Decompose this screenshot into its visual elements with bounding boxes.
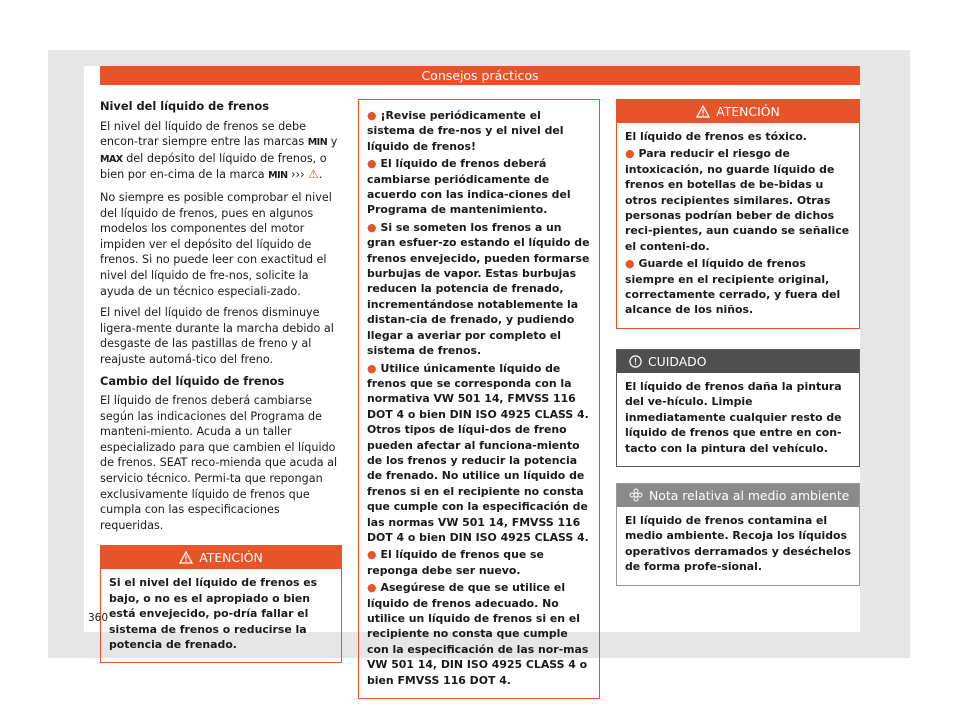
list-item-text: Si se someten los frenos a un gran esfuer-zo estando el líquido de frenos envejecido, pueden formarse burbujas de vapor. Estas burbujas reducen la potencia de frenado, incrementándose notablemente la distan-cia de frenado, y pudiendo llegar a averiar por completo el sistema de frenos. <box>367 220 590 358</box>
warning-box <box>100 545 342 663</box>
list-item <box>367 580 591 688</box>
heading-brake-fluid-change: Cambio del líquido de frenos <box>100 373 285 388</box>
info-circle-icon <box>629 355 642 368</box>
list-item <box>367 547 591 578</box>
text-segment: y <box>327 135 338 149</box>
list-item-text: Utilice únicamente líquido de frenos que se corresponda con la normativa VW 501 14, FMVSS 116 DOT 4 o bien DIN ISO 4925 CLASS 4. Otros tipos de líqui-dos de freno pueden afectar al funciona-miento de los frenos y reducir la potencia de frenado. No utilice un líquido de frenos si en el recipiente no consta que cumple con la especificación de las normas VW 501 14, FMVSS 116 DOT 4 o bien DIN ISO 4925 CLASS 4. <box>367 361 589 544</box>
toxic-warning-intro: El líquido de frenos es tóxico. <box>625 130 807 143</box>
bullet-icon: ● <box>625 257 635 271</box>
list-item <box>367 108 591 154</box>
bullet-icon: ● <box>367 581 377 595</box>
list-item-text: Asegúrese de que se utilice el líquido de frenos adecuado. No utilice un líquido de frenos si en el recipiente no consta que cumple con la especificación de las nor-mas VW 501 14, DIN ISO 4925 CLASS 4 o bien FMVSS 116 DOT 4. <box>367 581 589 687</box>
toxic-warning-box <box>616 99 860 329</box>
list-item <box>367 156 591 218</box>
column-right <box>616 99 860 600</box>
text-segment: del depósito del líquido de frenos, o bien por en-cima de la marca <box>100 151 327 182</box>
caution-text: El líquido de frenos daña la pintura del ve-hículo. Limpie inmediatamente cualquier resto de líquido de frenos que entre en con-tacto con la pintura del vehículo. <box>625 379 842 455</box>
environment-note-header <box>617 484 859 507</box>
min-mark: MIN <box>268 170 288 182</box>
toxic-warning-header <box>617 100 859 123</box>
max-mark: MAX <box>100 153 123 165</box>
list-item-text: El líquido de frenos que se reponga debe ser nuevo. <box>367 548 544 577</box>
toxic-warning-body <box>617 123 859 328</box>
text-segment: El nivel del líquido de frenos se debe encon-trar siempre entre las marcas <box>100 119 308 149</box>
min-mark: MIN <box>307 137 328 149</box>
warning-text: Si el nivel del líquido de frenos es bajo, o no es el apropiado o bien está envejecido, po-dría fallar el sistema de frenos o reducirse la potencia de frenado. <box>109 576 318 652</box>
warning-continued-box <box>358 99 600 699</box>
bullet-icon: ● <box>625 147 635 161</box>
warning-box-body <box>101 569 341 662</box>
list-item <box>367 361 591 546</box>
environment-note-text: El líquido de frenos contamina el medio ambiente. Recoja los líquidos operativos derramados y deséchelos de forma profe-sional. <box>625 513 851 574</box>
paragraph-level-marks <box>100 119 342 184</box>
warning-box-title: ATENCIÓN <box>199 550 263 566</box>
environment-note-box <box>616 483 860 586</box>
heading-brake-fluid-level: Nivel del líquido de frenos <box>100 99 269 113</box>
list-item-text: Guarde el líquido de frenos siempre en el recipiente original, correctamente cerrado, y fuera del alcance de los niños. <box>625 257 841 317</box>
flower-icon <box>629 488 643 502</box>
paragraph-check-level: No siempre es posible comprobar el nivel del líquido de frenos, pues en algunos modelos los componentes del motor impiden ver el depósito del líquido de frenos. Si no puede leer con exactitud el nivel del líquido de fre-nos, solicite la ayuda de un técnico especiali-zado. <box>100 190 332 298</box>
warning-triangle-icon: ⚠ <box>308 167 319 182</box>
warning-triangle-icon <box>179 551 193 564</box>
paragraph-change-fluid: El líquido de frenos deberá cambiarse según las indicaciones del Programa de manteni-miento. Acuda a un taller especializado para que cambien el líquido de frenos. SEAT reco-mienda que acuda al servicio técnico. Permi-ta que repongan exclusivamente líquido de frenos que cumpla con las especificaciones requeridas. <box>100 394 338 532</box>
reference-arrows: ››› <box>287 168 309 182</box>
list-item <box>625 146 851 254</box>
list-item-text: El líquido de frenos deberá cambiarse periódicamente de acuerdo con las indica-ciones del Programa de mantenimiento. <box>367 157 571 217</box>
list-item <box>625 256 851 318</box>
warning-continued-body <box>359 100 599 698</box>
caution-box-body <box>617 373 859 466</box>
column-middle <box>358 99 600 708</box>
caution-box-header <box>617 350 859 373</box>
bullet-icon: ● <box>367 220 377 234</box>
list-item-text: ¡Revise periódicamente el sistema de fre-nos y el nivel del líquido de frenos! <box>367 109 564 153</box>
bullet-icon: ● <box>367 109 377 122</box>
caution-box-title: CUIDADO <box>648 353 707 369</box>
text-segment: . <box>318 168 323 182</box>
bullet-icon: ● <box>367 157 377 171</box>
bullet-icon: ● <box>367 548 377 562</box>
list-item-text: Para reducir el riesgo de intoxicación, no guarde líquido de frenos en botellas de be-bidas u otros recipientes similares. Otras personas podrían beber de dichos reci-pientes, aun cuando se señalice el conteni-do. <box>625 147 850 253</box>
environment-note-body <box>617 507 859 585</box>
section-title: Consejos prácticos <box>421 68 539 83</box>
bullet-icon: ● <box>367 361 377 375</box>
list-item <box>367 220 591 359</box>
section-header <box>100 66 860 85</box>
paragraph-level-decrease: El nivel del líquido de frenos disminuye ligera-mente durante la marcha debido al desgaste de las pastillas de freno y al reajuste automá-tico del freno. <box>100 306 334 366</box>
column-left <box>100 99 342 677</box>
warning-triangle-icon <box>696 105 710 118</box>
caution-box <box>616 349 860 467</box>
page-number: 360 <box>88 612 109 624</box>
toxic-warning-title: ATENCIÓN <box>716 104 780 119</box>
environment-note-title: Nota relativa al medio ambiente <box>649 487 850 503</box>
warning-box-header <box>101 546 341 569</box>
